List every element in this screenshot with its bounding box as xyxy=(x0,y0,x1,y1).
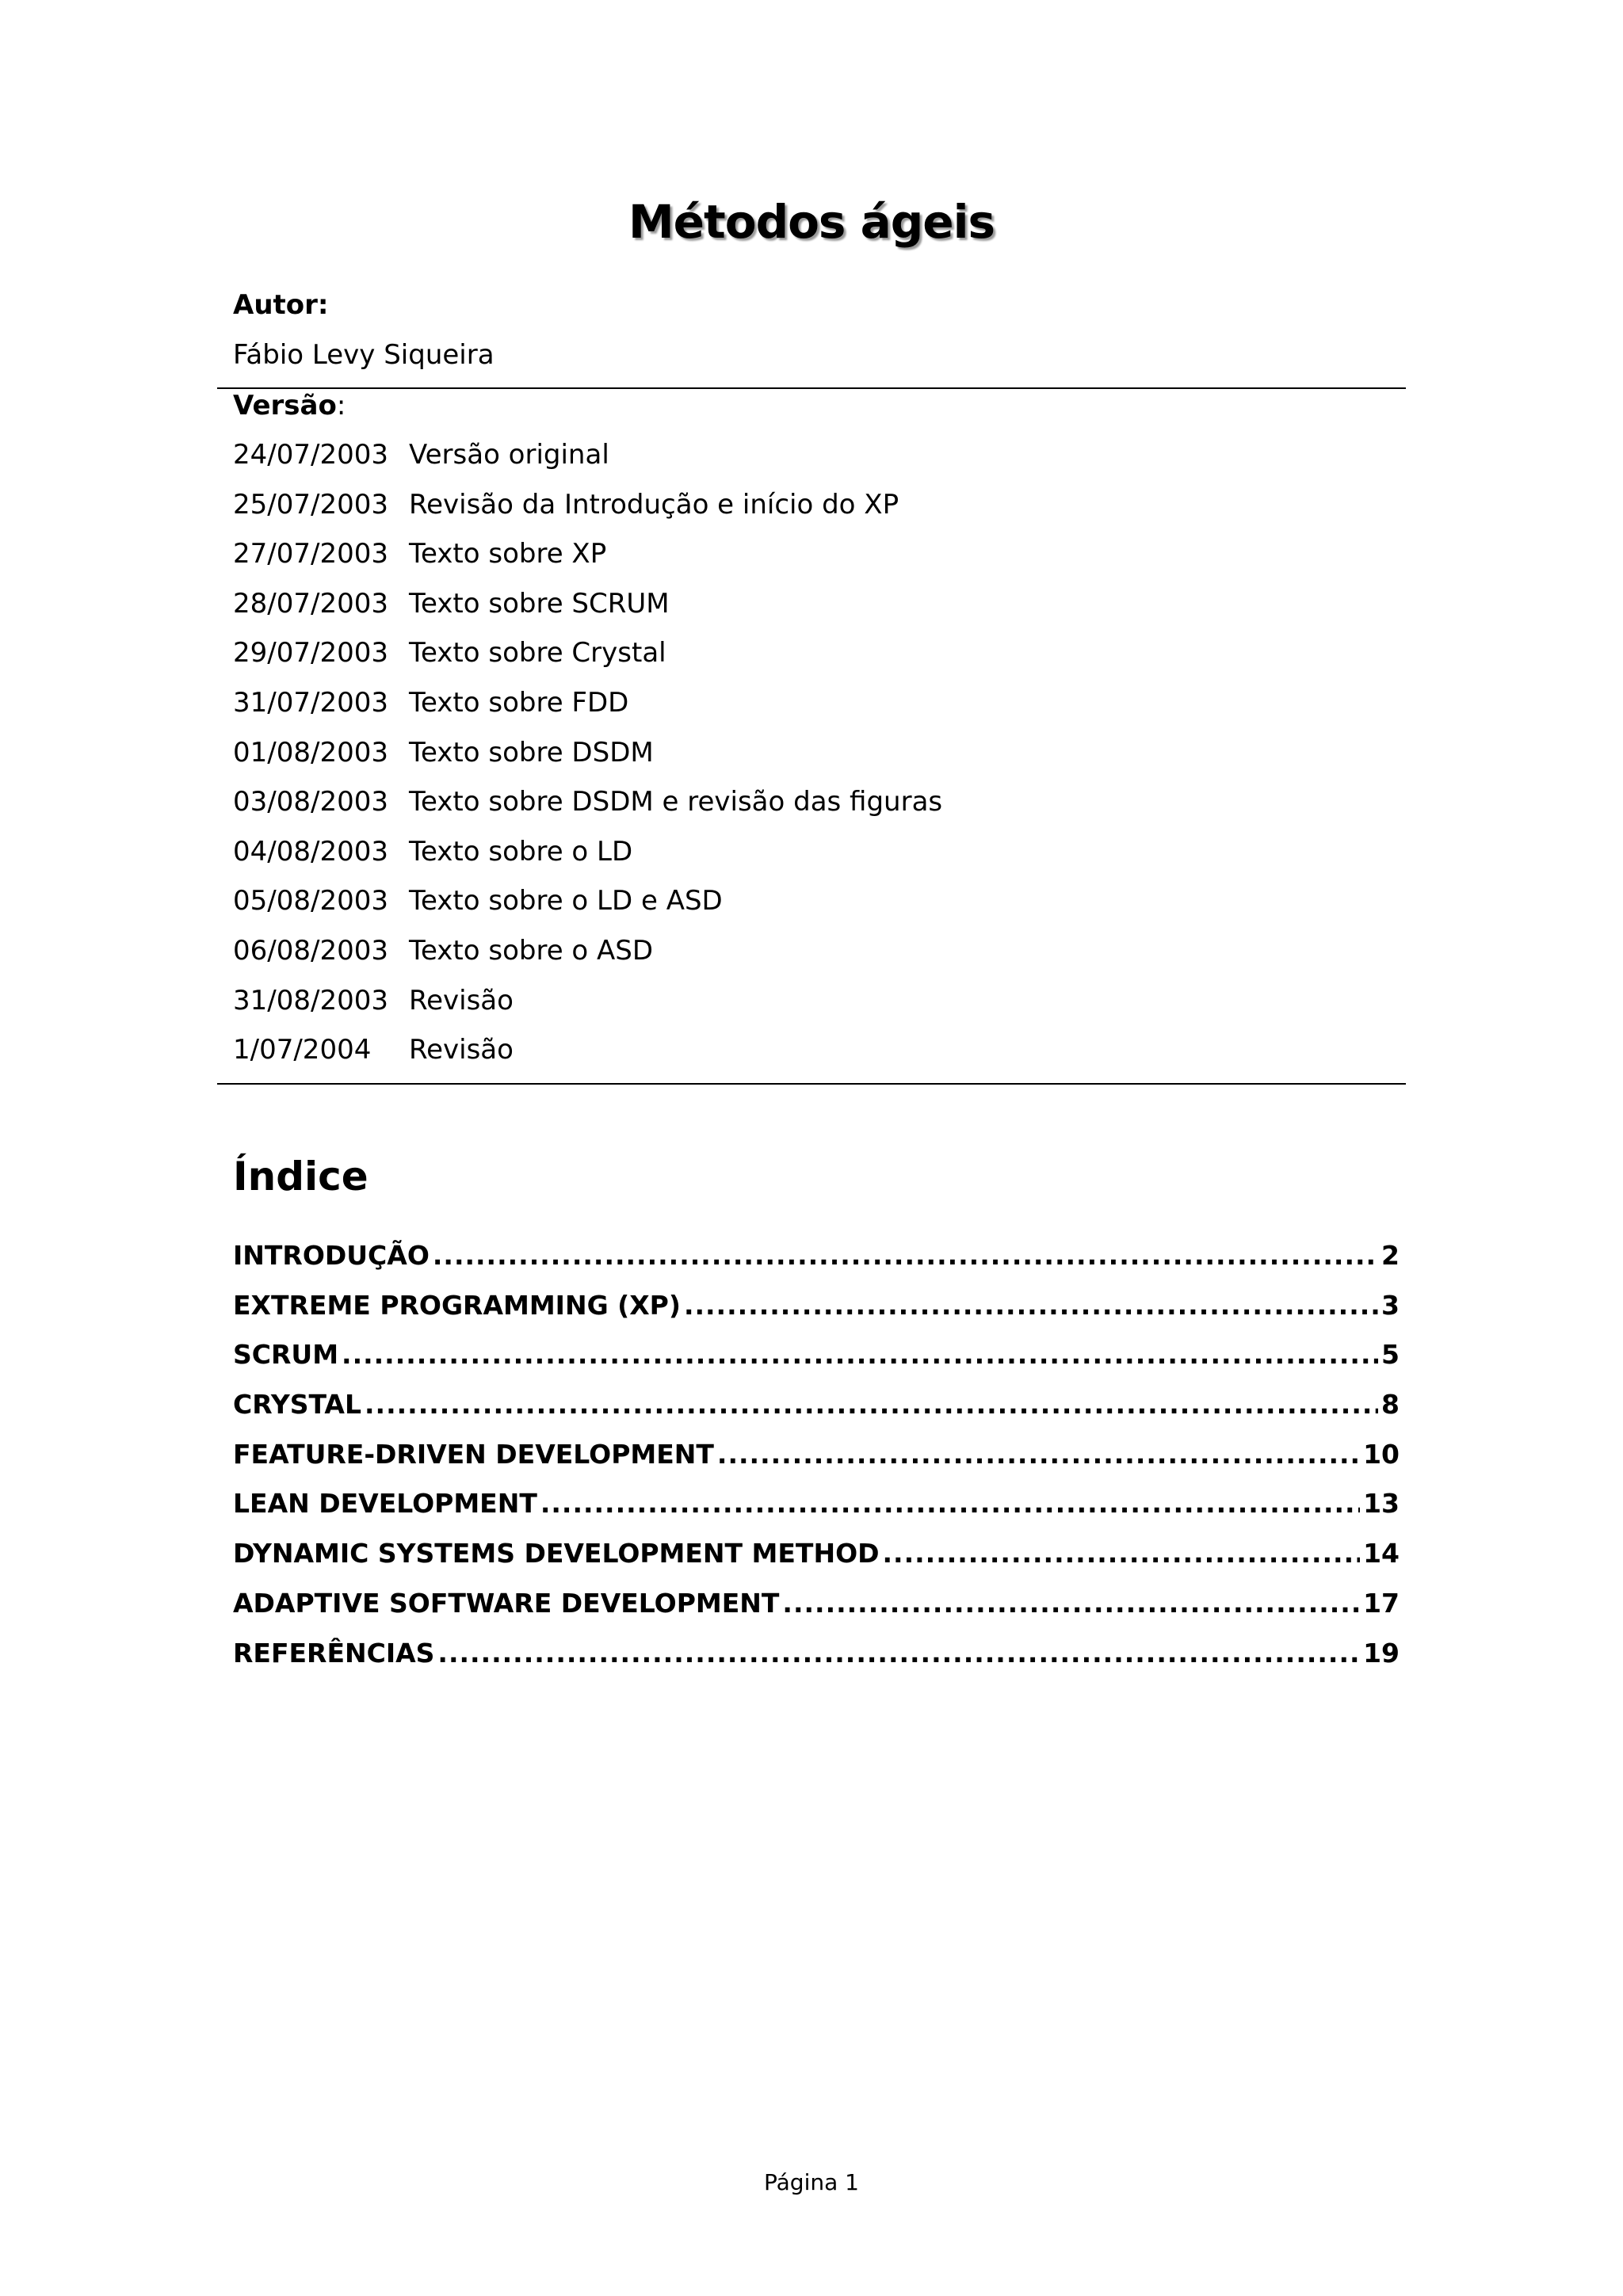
index-heading: Índice xyxy=(233,1154,369,1199)
version-row xyxy=(233,633,1374,683)
version-description: Texto sobre o LD e ASD xyxy=(409,885,723,917)
toc-entry[interactable] xyxy=(233,1335,1400,1385)
toc-entry[interactable] xyxy=(233,1534,1400,1584)
toc-entry-title: CRYSTAL xyxy=(233,1389,362,1421)
toc-dot-leader xyxy=(342,1335,1378,1375)
toc-page-number: 17 xyxy=(1363,1587,1400,1619)
toc-dot-leader xyxy=(684,1286,1378,1325)
toc-entry[interactable] xyxy=(233,1236,1400,1286)
document-title: Métodos ágeis xyxy=(628,195,995,249)
version-date: 24/07/2003 xyxy=(233,439,388,471)
version-row xyxy=(233,485,1374,535)
toc-entry[interactable] xyxy=(233,1634,1400,1684)
version-date: 28/07/2003 xyxy=(233,587,388,620)
toc-dot-leader xyxy=(540,1484,1360,1524)
version-description: Texto sobre FDD xyxy=(409,686,629,719)
version-history xyxy=(233,435,1374,1080)
table-of-contents xyxy=(233,1236,1400,1683)
toc-dot-leader xyxy=(883,1534,1361,1573)
version-description: Texto sobre DSDM xyxy=(409,736,654,769)
version-date: 06/08/2003 xyxy=(233,934,388,967)
toc-entry-title: ADAPTIVE SOFTWARE DEVELOPMENT xyxy=(233,1587,780,1619)
version-description: Revisão da Introdução e início do XP xyxy=(409,488,899,521)
page-footer: Página 1 xyxy=(764,2169,859,2195)
version-date: 31/08/2003 xyxy=(233,984,388,1016)
version-date: 03/08/2003 xyxy=(233,786,388,818)
toc-dot-leader xyxy=(365,1385,1378,1425)
toc-dot-leader xyxy=(717,1435,1360,1474)
version-label: Versão xyxy=(233,390,337,421)
toc-page-number: 19 xyxy=(1363,1637,1400,1669)
toc-entry-title: LEAN DEVELOPMENT xyxy=(233,1488,537,1520)
toc-page-number: 10 xyxy=(1363,1438,1400,1470)
toc-entry[interactable] xyxy=(233,1435,1400,1485)
version-date: 04/08/2003 xyxy=(233,835,388,868)
version-description: Revisão xyxy=(409,984,514,1016)
divider-bottom xyxy=(217,1083,1406,1085)
toc-entry[interactable] xyxy=(233,1385,1400,1435)
version-row xyxy=(233,832,1374,882)
version-row xyxy=(233,881,1374,931)
version-description: Texto sobre o ASD xyxy=(409,934,654,967)
version-description: Revisão xyxy=(409,1034,514,1066)
version-row xyxy=(233,435,1374,485)
toc-dot-leader xyxy=(433,1236,1378,1276)
toc-dot-leader xyxy=(437,1634,1360,1673)
version-row xyxy=(233,534,1374,584)
toc-page-number: 3 xyxy=(1381,1289,1400,1321)
toc-page-number: 14 xyxy=(1363,1538,1400,1569)
version-date: 31/07/2003 xyxy=(233,686,388,719)
toc-entry[interactable] xyxy=(233,1584,1400,1634)
toc-entry-title: REFERÊNCIAS xyxy=(233,1637,435,1669)
version-date: 25/07/2003 xyxy=(233,488,388,521)
toc-dot-leader xyxy=(782,1584,1360,1623)
version-description: Texto sobre o LD xyxy=(409,835,633,868)
version-row xyxy=(233,1030,1374,1080)
version-description: Texto sobre SCRUM xyxy=(409,587,670,620)
version-row xyxy=(233,584,1374,634)
toc-entry[interactable] xyxy=(233,1484,1400,1534)
version-row xyxy=(233,683,1374,733)
version-date: 1/07/2004 xyxy=(233,1034,372,1066)
version-description: Texto sobre DSDM e revisão das figuras xyxy=(409,786,943,818)
author-name: Fábio Levy Siqueira xyxy=(233,339,495,371)
toc-entry-title: INTRODUÇÃO xyxy=(233,1240,430,1271)
version-row xyxy=(233,931,1374,981)
toc-page-number: 13 xyxy=(1363,1488,1400,1520)
toc-entry-title: DYNAMIC SYSTEMS DEVELOPMENT METHOD xyxy=(233,1538,880,1569)
version-row xyxy=(233,733,1374,783)
version-description: Versão original xyxy=(409,439,609,471)
toc-page-number: 8 xyxy=(1381,1389,1400,1421)
version-date: 01/08/2003 xyxy=(233,736,388,769)
version-date: 05/08/2003 xyxy=(233,885,388,917)
version-date: 29/07/2003 xyxy=(233,637,388,669)
toc-entry[interactable] xyxy=(233,1286,1400,1336)
toc-page-number: 2 xyxy=(1381,1240,1400,1271)
divider-top xyxy=(217,387,1406,389)
version-row xyxy=(233,782,1374,832)
version-label-colon: : xyxy=(336,390,346,421)
version-label-line xyxy=(233,386,346,425)
version-description: Texto sobre Crystal xyxy=(409,637,666,669)
toc-entry-title: FEATURE-DRIVEN DEVELOPMENT xyxy=(233,1438,714,1470)
toc-page-number: 5 xyxy=(1381,1339,1400,1371)
version-row xyxy=(233,981,1374,1031)
version-description: Texto sobre XP xyxy=(409,538,607,570)
author-label: Autor: xyxy=(233,289,329,321)
version-date: 27/07/2003 xyxy=(233,538,388,570)
toc-entry-title: SCRUM xyxy=(233,1339,339,1371)
toc-entry-title: EXTREME PROGRAMMING (XP) xyxy=(233,1289,681,1321)
